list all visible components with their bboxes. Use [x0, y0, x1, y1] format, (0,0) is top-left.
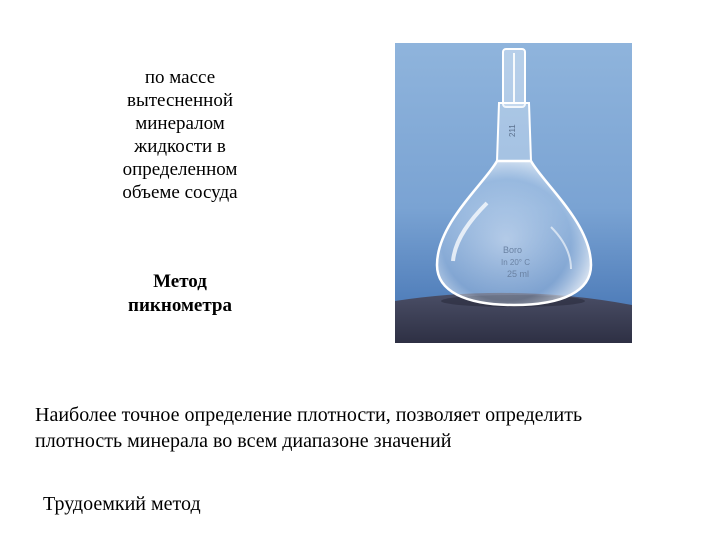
description-line: вытесненной [127, 90, 233, 111]
method-drawback-text: Трудоемкий метод [43, 493, 201, 515]
pycnometer-photo [395, 43, 632, 343]
description-line: жидкости в [134, 136, 226, 157]
description-line: минералом [135, 113, 225, 134]
method-title-line: пикнометра [128, 295, 232, 316]
method-title-line: Метод [153, 271, 207, 292]
pycnometer-flask-icon [395, 43, 632, 343]
method-title [60, 270, 300, 318]
method-advantage-text [35, 402, 715, 454]
advantage-line: Наиболее точное определение плотности, позволяет определить [35, 404, 583, 426]
flask-marking-number: 211 [508, 124, 517, 137]
flask-marking-brand: Boro [503, 245, 523, 255]
method-description-block [60, 66, 300, 204]
flask-marking-temperature: In 20° C [501, 258, 530, 267]
description-line: объеме сосуда [122, 182, 238, 203]
description-line: определенном [122, 159, 238, 180]
advantage-line: плотность минерала во всем диапазоне значений [35, 430, 452, 452]
flask-marking-volume: 25 ml [507, 269, 530, 279]
description-line: по массе [144, 67, 216, 88]
